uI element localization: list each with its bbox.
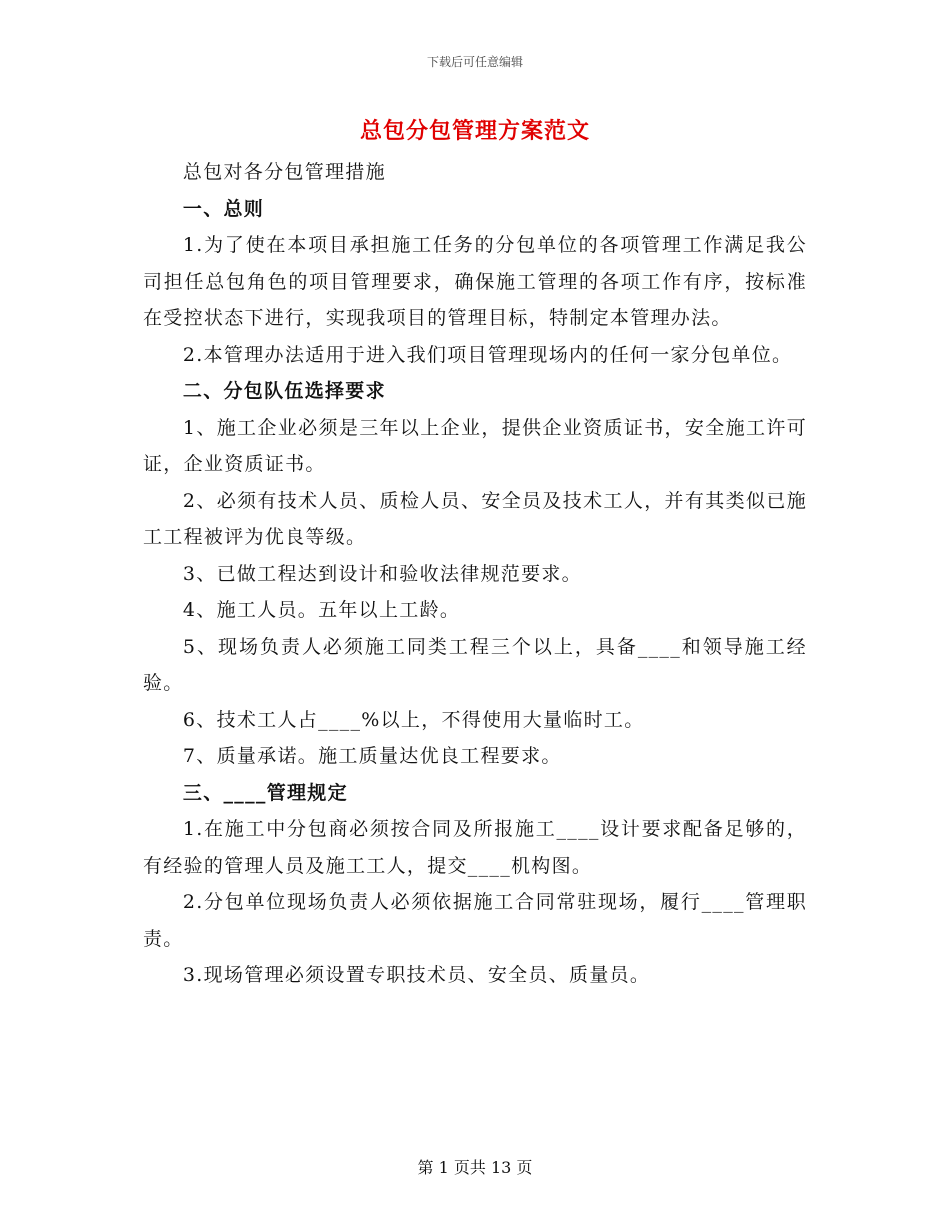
paragraph: 2、必须有技术人员、质检人员、安全员及技术工人，并有其类似已施工工程被评为优良等级。 xyxy=(143,489,807,548)
page-header-note: 下载后可任意编辑 xyxy=(426,55,523,69)
document-body xyxy=(143,154,807,994)
page-number: 第 1 页共 13 页 xyxy=(417,1158,533,1177)
paragraph: 4、施工人员。五年以上工龄。 xyxy=(182,599,461,621)
section-heading-general: 一、总则 xyxy=(182,197,265,220)
paragraph: 3、已做工程达到设计和验收法律规范要求。 xyxy=(182,562,582,585)
paragraph: 7、质量承诺。施工质量达优良工程要求。 xyxy=(182,745,562,767)
paragraph: 1、施工企业必须是三年以上企业，提供企业资质证书，安全施工许可证，企业资质证书。 xyxy=(143,416,807,475)
paragraph-subtitle: 总包对各分包管理措施 xyxy=(182,161,386,183)
section-heading-selection: 二、分包队伍选择要求 xyxy=(182,380,386,402)
paragraph: 1.在施工中分包商必须按合同及所报施工____设计要求配备足够的，有经验的管理人员及施工工人，提交____机构图。 xyxy=(143,818,807,877)
paragraph: 2.本管理办法适用于进入我们项目管理现场内的任何一家分包单位。 xyxy=(182,343,793,366)
paragraph: 3.现场管理必须设置专职技术员、安全员、质量员。 xyxy=(182,964,651,986)
paragraph: 1.为了使在本项目承担施工任务的分包单位的各项管理工作满足我公司担任总包角色的项目管理要求，确保施工管理的各项工作有序，按标准在受控状态下进行，实现我项目的管理目标，特制定本管理办法。 xyxy=(143,234,807,329)
section-heading-management: 三、____管理规定 xyxy=(182,781,348,804)
paragraph: 6、技术工人占____%以上，不得使用大量临时工。 xyxy=(182,708,645,731)
paragraph: 5、现场负责人必须施工同类工程三个以上，具备____和领导施工经验。 xyxy=(143,635,807,694)
paragraph: 2.分包单位现场负责人必须依据施工合同常驻现场，履行____管理职责。 xyxy=(143,891,807,950)
document-title: 总包分包管理方案范文 xyxy=(359,118,590,144)
